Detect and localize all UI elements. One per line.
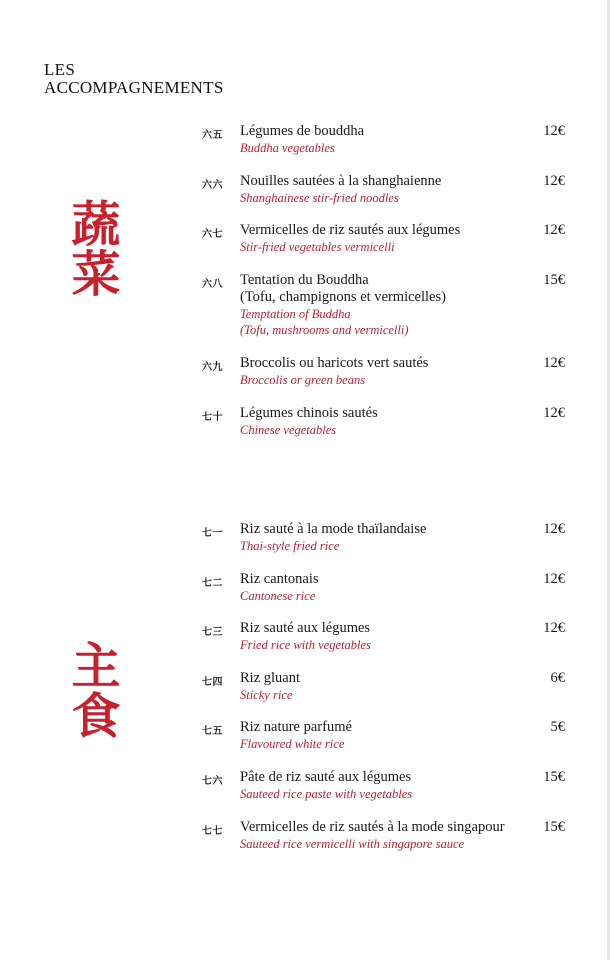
page-title — [44, 61, 224, 97]
item-number: 七七 — [202, 826, 223, 837]
item-name-en: Cantonese rice — [240, 589, 316, 603]
item-number: 六六 — [202, 180, 223, 191]
vegetables-section-heading — [58, 195, 134, 303]
item-number: 六七 — [202, 229, 223, 240]
item-name-en: Stir-fried vegetables vermicelli — [240, 240, 395, 254]
page-title-line-1: LES — [44, 60, 76, 79]
item-price: 12€ — [543, 222, 565, 238]
item-name-fr: Riz nature parfumé — [240, 719, 352, 735]
item-number: 七六 — [202, 776, 223, 787]
item-name-fr: Légumes de bouddha — [240, 123, 365, 139]
item-name-fr: Vermicelles de riz sautés à la mode singapour — [240, 819, 505, 835]
item-number: 七三 — [202, 627, 223, 638]
item-name-fr: Nouilles sautées à la shanghaienne — [240, 173, 442, 189]
item-number: 六九 — [202, 362, 223, 373]
item-name-fr: Légumes chinois sautés — [240, 405, 378, 421]
item-name-en: Broccolis or green beans — [240, 373, 366, 387]
item-name-en: Chinese vegetables — [240, 423, 337, 437]
item-name-en: Fried rice with vegetables — [240, 638, 371, 652]
item-price: 15€ — [543, 819, 565, 835]
item-price: 12€ — [543, 123, 565, 139]
item-price: 12€ — [543, 173, 565, 189]
item-price: 15€ — [543, 769, 565, 785]
item-number: 七四 — [202, 677, 223, 688]
item-price: 15€ — [543, 272, 565, 288]
item-name-fr: Riz sauté aux légumes — [240, 620, 371, 636]
item-name-en: Sticky rice — [240, 688, 293, 702]
section-char: 主 — [71, 637, 121, 695]
item-price: 12€ — [543, 405, 565, 421]
item-price: 6€ — [550, 670, 565, 686]
item-name-en: Flavoured white rice — [240, 737, 345, 751]
section-char: 食 — [71, 687, 121, 745]
item-number: 六八 — [202, 279, 223, 290]
item-number: 七二 — [202, 578, 223, 589]
section-char: 菜 — [71, 245, 121, 303]
item-price: 12€ — [543, 355, 565, 371]
item-price: 12€ — [543, 620, 565, 636]
item-name-en: Thai-style fried rice — [240, 539, 340, 553]
item-number: 七一 — [202, 528, 223, 539]
item-name-en: Temptation of Buddha — [240, 307, 351, 321]
section-char: 蔬 — [71, 195, 121, 253]
staples-section-heading — [58, 637, 134, 745]
item-name-fr: Vermicelles de riz sautés aux légumes — [240, 222, 461, 238]
item-price: 5€ — [550, 719, 565, 735]
item-name-en: Sauteed rice paste with vegetables — [240, 787, 413, 801]
item-price: 12€ — [543, 571, 565, 587]
item-name-en: Sauteed rice vermicelli with singapore sauce — [240, 837, 465, 851]
item-name-en: Shanghainese stir-fried noodles — [240, 191, 399, 205]
item-name-fr: Tentation du Bouddha — [240, 272, 369, 288]
item-name-en: Buddha vegetables — [240, 141, 335, 155]
item-price: 12€ — [543, 521, 565, 537]
item-number: 七五 — [202, 726, 223, 737]
item-number: 七十 — [202, 412, 223, 423]
item-name-fr: Pâte de riz sauté aux légumes — [240, 769, 412, 785]
item-name-en-detail: (Tofu, mushrooms and vermicelli) — [240, 323, 409, 337]
item-name-fr: Riz gluant — [240, 670, 301, 686]
item-name-fr: Riz cantonais — [240, 571, 319, 587]
item-name-fr-detail: (Tofu, champignons et vermicelles) — [240, 289, 446, 305]
page-title-line-2: ACCOMPAGNEMENTS — [44, 78, 224, 97]
item-number: 六五 — [202, 130, 223, 141]
item-name-fr: Riz sauté à la mode thaïlandaise — [240, 521, 427, 537]
item-name-fr: Broccolis ou haricots vert sautés — [240, 355, 429, 371]
